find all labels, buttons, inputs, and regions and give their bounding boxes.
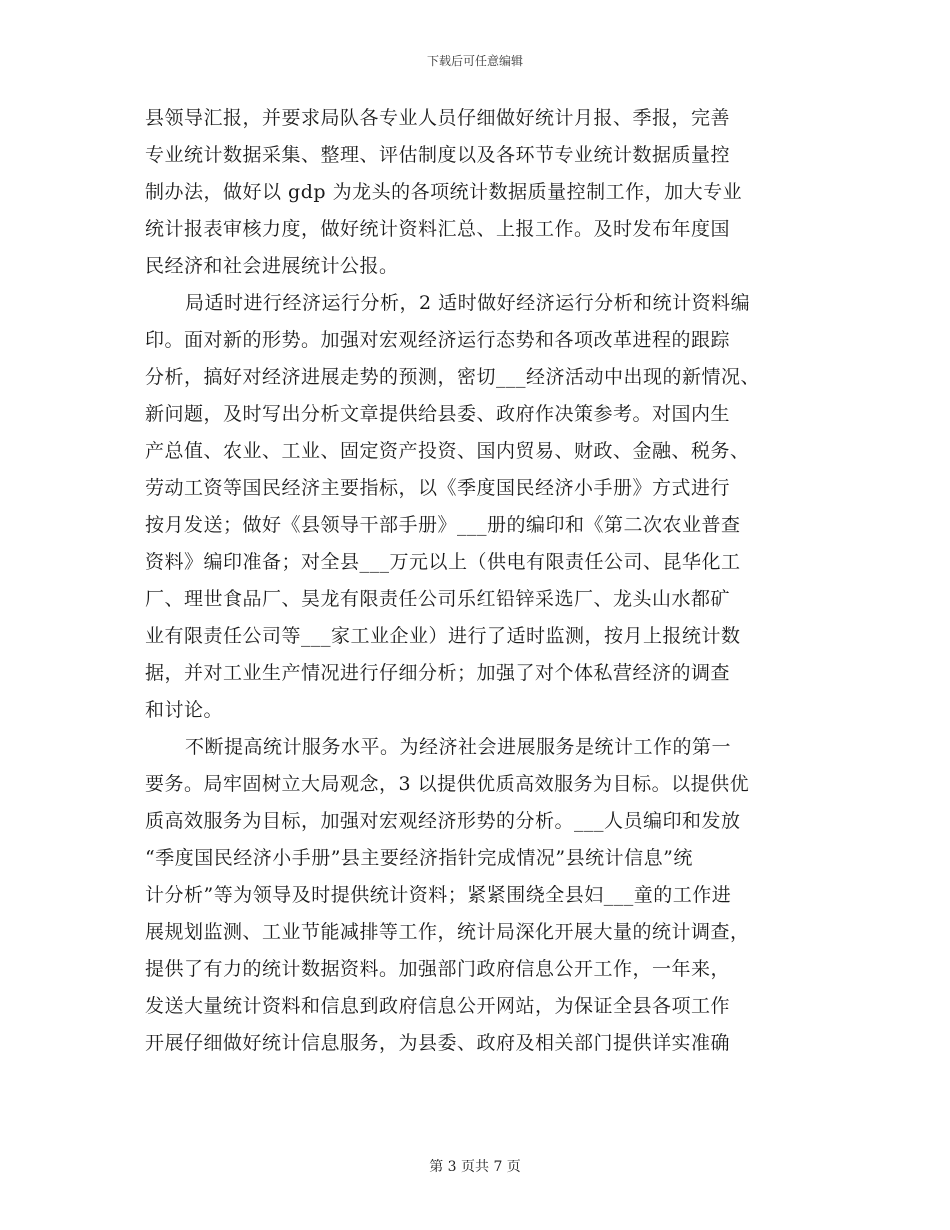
text-line: 劳动工资等国民经济主要指标，以《季度国民经济小手册》方式进行 [145,477,731,499]
page-number: 第 3 页共 7 页 [429,1159,521,1175]
text-line: 制办法，做好以 gdp 为龙头的各项统计数据质量控制工作，加大专业 [145,181,743,203]
text-line: 提供了有力的统计数据资料。加强部门政府信息公开工作，一年来， [145,958,731,980]
text-line: 专业统计数据采集、整理、评估制度以及各环节专业统计数据质量控 [145,144,731,166]
text-line: 分析，搞好对经济进展走势的预测，密切___经济活动中出现的新情况、 [145,366,761,388]
text-line: 发送大量统计资料和信息到政府信息公开网站，为保证全县各项工作 [145,995,731,1017]
text-line: 新问题，及时写出分析文章提供给县委、政府作决策参考。对国内生 [145,403,731,425]
text-line: 县领导汇报，并要求局队各专业人员仔细做好统计月报、季报，完善 [145,107,731,129]
paragraph-start-line: 不断提高统计服务水平。为经济社会进展服务是统计工作的第一 [185,736,732,758]
text-line: 展规划监测、工业节能减排等工作，统计局深化开展大量的统计调查， [145,921,750,943]
document-body [145,100,810,1062]
text-line: 和讨论。 [145,699,224,721]
text-line: 印。面对新的形势。加强对宏观经济运行态势和各项改革进程的跟踪 [145,329,731,351]
text-line: “季度国民经济小手册”县主要经济指针完成情况”县统计信息”统 [145,847,693,869]
text-line: 要务。局牢固树立大局观念，3 以提供优质高效服务为目标。以提供优 [145,773,750,795]
text-line: 质高效服务为目标，加强对宏观经济形势的分析。___人员编印和发放 [145,810,741,832]
text-line: 按月发送；做好《县领导干部手册》___册的编印和《第二次农业普查 [145,514,741,536]
text-line: 开展仔细做好统计信息服务，为县委、政府及相关部门提供详实准确 [145,1032,731,1054]
text-line: 业有限责任公司等___家工业企业）进行了适时监测，按月上报统计数 [145,625,741,647]
page-header: 下载后可任意编辑 [426,54,523,68]
text-line: 民经济和社会进展统计公报。 [145,255,399,277]
text-line: 统计报表审核力度，做好统计资料汇总、上报工作。及时发布年度国 [145,218,731,240]
text-line: 据，并对工业生产情况进行仔细分析；加强了对个体私营经济的调查 [145,662,731,684]
text-line: 资料》编印准备；对全县___万元以上（供电有限责任公司、昆华化工 [145,551,741,573]
paragraph-start-line: 局适时进行经济运行分析，2 适时做好经济运行分析和统计资料编 [185,292,751,314]
text-line: 产总值、农业、工业、固定资产投资、国内贸易、财政、金融、税务、 [145,440,750,462]
text-line: 计分析”等为领导及时提供统计资料；紧紧围绕全县妇___童的工作进 [145,884,732,906]
text-line: 厂、理世食品厂、昊龙有限责任公司乐红铅锌采选厂、龙头山水都矿 [145,588,731,610]
